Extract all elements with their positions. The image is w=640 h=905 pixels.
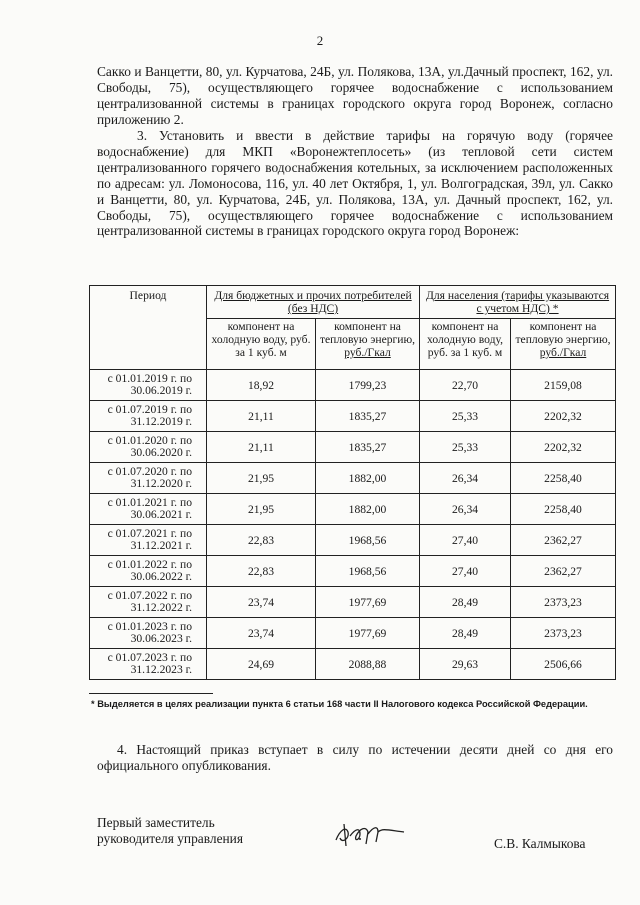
cold-water-population-cell: 28,49 [420, 618, 511, 649]
table-row [90, 649, 616, 680]
heat-energy-population-cell: 2362,27 [511, 556, 616, 587]
heat-energy-population-cell: 2159,08 [511, 370, 616, 401]
heat-energy-population-cell: 2373,23 [511, 618, 616, 649]
table-row [90, 587, 616, 618]
cold-water-budget-cell: 21,11 [207, 432, 316, 463]
paragraph-item-3: 3. Установить и ввести в действие тарифы на горячую воду (горячее водоснабжение) для МКП «Воронежтеплосеть» (из тепловой сети систем централизованного горячего водоснабжения котельных, за исключением расположенных по адресам: ул. Ломоносова, 116, ул. 40 лет Октября, 1, ул. Волгоградская, 39л, ул. Сакко и Ванцетти, 80, ул. Курчатова, 24Б, ул. Полякова, 13А, ул. Дачный проспект, 162, ул. Свободы, 75), осуществляющего горячее водоснабжение с использованием централизованной системы в границах городского округа город Воронеж: [97, 128, 613, 239]
heat-energy-budget-cell: 1977,69 [316, 587, 420, 618]
footnote-divider [89, 693, 213, 694]
signatory-name: С.В. Калмыкова [494, 836, 586, 851]
heat-energy-budget-cell: 1835,27 [316, 401, 420, 432]
cold-water-budget-cell: 21,95 [207, 494, 316, 525]
heat-energy-budget-cell: 1977,69 [316, 618, 420, 649]
period-cell: с 01.07.2019 г. по 31.12.2019 г. [90, 401, 207, 432]
cold-water-population-cell: 25,33 [420, 401, 511, 432]
period-cell: с 01.07.2023 г. по 31.12.2023 г. [90, 649, 207, 680]
heat-energy-budget-cell: 1882,00 [316, 494, 420, 525]
cold-water-population-cell: 27,40 [420, 525, 511, 556]
table-row [90, 525, 616, 556]
page-number: 2 [316, 33, 324, 48]
cold-water-budget-cell: 23,74 [207, 587, 316, 618]
table-row [90, 463, 616, 494]
cold-water-population-cell: 22,70 [420, 370, 511, 401]
period-cell: с 01.01.2021 г. по 30.06.2021 г. [90, 494, 207, 525]
period-cell: с 01.07.2022 г. по 31.12.2022 г. [90, 587, 207, 618]
heat-energy-budget-cell: 1968,56 [316, 556, 420, 587]
heat-energy-population-cell: 2258,40 [511, 463, 616, 494]
heat-energy-population-cell: 2362,27 [511, 525, 616, 556]
period-cell: с 01.01.2022 г. по 30.06.2022 г. [90, 556, 207, 587]
cold-water-population-cell: 28,49 [420, 587, 511, 618]
period-cell: с 01.07.2020 г. по 31.12.2020 г. [90, 463, 207, 494]
period-cell: с 01.07.2021 г. по 31.12.2021 г. [90, 525, 207, 556]
heat-energy-budget-header: компонент на тепловую энергию, руб./Гкал [316, 319, 420, 370]
table-row [90, 618, 616, 649]
cold-water-budget-header: компонент на холодную воду, руб. за 1 куб. м [207, 319, 316, 370]
signatory-title-line-2: руководителя управления [97, 831, 244, 846]
budget-group-header: Для бюджетных и прочих потребителей (без НДС) [207, 286, 420, 319]
heat-energy-population-cell: 2202,32 [511, 432, 616, 463]
heat-energy-budget-cell: 1882,00 [316, 463, 420, 494]
period-cell: с 01.01.2019 г. по 30.06.2019 г. [90, 370, 207, 401]
tariff-table [89, 285, 616, 680]
signatory-title-line-1: Первый заместитель [97, 815, 215, 830]
heat-energy-budget-cell: 1835,27 [316, 432, 420, 463]
paragraph-item-4: 4. Настоящий приказ вступает в силу по истечении десяти дней со дня его официального опубликования. [97, 742, 613, 773]
heat-energy-budget-cell: 1799,23 [316, 370, 420, 401]
period-header: Период [90, 286, 207, 370]
heat-energy-population-header: компонент на тепловую энергию, руб./Гкал [511, 319, 616, 370]
table-row [90, 432, 616, 463]
cold-water-budget-cell: 18,92 [207, 370, 316, 401]
paragraph-continuation: Сакко и Ванцетти, 80, ул. Курчатова, 24Б, ул. Полякова, 13А, ул.Дачный проспект, 162, ул. Свободы, 75), осуществляющего горячее водоснабжение с использованием централизованной системы в границах городского округа город Воронеж, согласно приложению 2. [97, 64, 613, 127]
table-row [90, 494, 616, 525]
cold-water-budget-cell: 23,74 [207, 618, 316, 649]
cold-water-budget-cell: 22,83 [207, 525, 316, 556]
population-group-header: Для населения (тарифы указываются с учетом НДС) * [420, 286, 616, 319]
period-cell: с 01.01.2020 г. по 30.06.2020 г. [90, 432, 207, 463]
cold-water-population-cell: 29,63 [420, 649, 511, 680]
period-cell: с 01.01.2023 г. по 30.06.2023 г. [90, 618, 207, 649]
cold-water-budget-cell: 24,69 [207, 649, 316, 680]
cold-water-population-cell: 25,33 [420, 432, 511, 463]
cold-water-budget-cell: 21,95 [207, 463, 316, 494]
table-row [90, 370, 616, 401]
cold-water-population-cell: 26,34 [420, 463, 511, 494]
heat-energy-budget-cell: 1968,56 [316, 525, 420, 556]
table-row [90, 401, 616, 432]
footnote: * Выделяется в целях реализации пункта 6 статьи 168 части II Налогового кодекса Российской Федерации. [91, 699, 588, 709]
heat-energy-population-cell: 2373,23 [511, 587, 616, 618]
heat-energy-population-cell: 2506,66 [511, 649, 616, 680]
signatory-title [97, 815, 357, 847]
cold-water-budget-cell: 21,11 [207, 401, 316, 432]
heat-energy-budget-cell: 2088,88 [316, 649, 420, 680]
cold-water-population-cell: 27,40 [420, 556, 511, 587]
cold-water-budget-cell: 22,83 [207, 556, 316, 587]
heat-energy-population-cell: 2202,32 [511, 401, 616, 432]
cold-water-population-cell: 26,34 [420, 494, 511, 525]
cold-water-population-header: компонент на холодную воду, руб. за 1 куб. м [420, 319, 511, 370]
heat-energy-population-cell: 2258,40 [511, 494, 616, 525]
table-row [90, 556, 616, 587]
handwritten-signature [330, 818, 410, 852]
